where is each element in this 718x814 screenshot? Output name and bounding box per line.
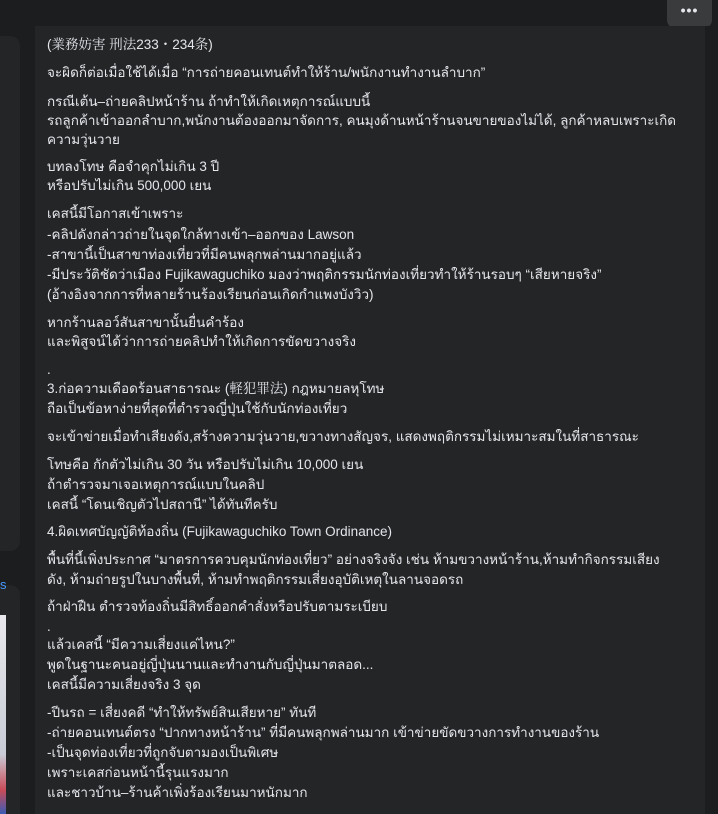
post-line: หรือปรับไม่เกิน 500,000 เยน (47, 178, 212, 193)
post-line: หากร้านลอว์สันสาขานั้นยื่นคำร้อง (47, 315, 244, 330)
post-body (35, 26, 705, 814)
post-line: . (47, 362, 51, 377)
post-line: -คลิปดังกล่าวถ่ายในจุดใกล้ทางเข้า–ออกของ Lawson (47, 227, 355, 242)
right-gutter (705, 26, 718, 814)
post-line: ถ้าตำรวจมาเจอเหตุการณ์แบบในคลิป (47, 477, 265, 492)
post-line: . (47, 619, 51, 634)
sidebar-link[interactable]: s (0, 577, 7, 592)
post-line: -ปีนรถ = เสี่ยงคดี “ทำให้ทรัพย์สินเสียหาย” ทันที (47, 705, 317, 720)
post-line: เพราะเคสก่อนหน้านี้รุนแรงมาก (47, 765, 229, 780)
post-line: -เป็นจุดท่องเที่ยวที่ถูกจับตามองเป็นพิเศษ (47, 745, 279, 760)
left-sidebar-card (0, 36, 20, 551)
post-line: และชาวบ้าน–ร้านค้าเพิ่งร้องเรียนมาหนักมาก (47, 785, 308, 800)
top-bar (0, 0, 718, 26)
post-line: และพิสูจน์ได้ว่าการถ่ายคลิปทำให้เกิดการขัดขวางจริง (47, 334, 357, 349)
post-line: 3.ก่อความเดือดร้อนสาธารณะ (軽犯罪法) กฎหมายลหุโทษ (47, 381, 385, 396)
post-line: ความวุ่นวาย (47, 132, 120, 147)
sidebar-thumbnail[interactable] (0, 615, 6, 814)
post-line: จะผิดก็ต่อเมื่อใช้ได้เมื่อ “การถ่ายคอนเทนต์ทำให้ร้าน/พนักงานทำงานลำบาก” (47, 65, 486, 80)
more-options-button[interactable]: ••• (667, 0, 712, 28)
post-line: -สาขานี้เป็นสาขาท่องเที่ยวที่มีคนพลุกพล่านมากอยู่แล้ว (47, 247, 362, 262)
post-line: จะเข้าข่ายเมื่อทำเสียงดัง,สร้างความวุ่นวาย,ขวางทางสัญจร, แสดงพฤติกรรมไม่เหมาะสมในที่สาธารณะ (47, 429, 639, 444)
post-line: เคสนี้มีความเสี่ยงจริง 3 จุด (47, 677, 201, 692)
post-line: โทษคือ กักตัวไม่เกิน 30 วัน หรือปรับไม่เกิน 10,000 เยน (47, 457, 364, 472)
post-line: ถือเป็นข้อหาง่ายที่สุดที่ตำรวจญี่ปุ่นใช้กับนักท่องเที่ยว (47, 401, 348, 416)
post-line: รถลูกค้าเข้าออกลำบาก,พนักงานต้องออกมาจัดการ, คนมุงด้านหน้าร้านจนขายของไม่ได้, ลูกค้าหลบเพราะเกิด (47, 113, 677, 128)
post-line: ถ้าฝ่าฝืน ตำรวจท้องถิ่นมีสิทธิ์ออกคำสั่งหรือปรับตามระเบียบ (47, 599, 388, 614)
post-line: (อ้างอิงจากการที่หลายร้านร้องเรียนก่อนเกิดกำแพงบังวิว) (47, 287, 374, 302)
post-line: พูดในฐานะคนอยู่ญี่ปุ่นนานและทำงานกับญี่ปุ่นมาตลอด... (47, 657, 374, 672)
post-line: -มีประวัติชัดว่าเมือง Fujikawaguchiko มองว่าพฤติกรรมนักท่องเที่ยวทำให้ร้านรอบๆ “เสียหายจริง” (47, 267, 602, 282)
post-line: บทลงโทษ คือจำคุกไม่เกิน 3 ปี (47, 159, 220, 174)
post-line: แล้วเคสนี้ “มีความเสี่ยงแค่ไหน?” (47, 637, 235, 652)
post-line: -ถ่ายคอนเทนต์ตรง “ปากทางหน้าร้าน” ที่มีคนพลุกพล่านมาก เข้าข่ายขัดขวางการทำงานของร้าน (47, 725, 600, 740)
post-line: พื้นที่นี้เพิ่งประกาศ “มาตรการควบคุมนักท่องเที่ยว” อย่างจริงจัง เช่น ห้ามขวางหน้าร้าน,ห้ามทำกิจกรรมเสียง (47, 552, 660, 567)
post-line: ดัง, ห้ามถ่ายรูปในบางพื้นที่, ห้ามทำพฤติกรรมเสี่ยงอุบัติเหตุในลานจอดรถ (47, 572, 464, 587)
post-line: กรณีเต้น–ถ่ายคลิปหน้าร้าน ถ้าทำให้เกิดเหตุการณ์แบบนี้ (47, 94, 371, 109)
post-line: เคสนี้มีโอกาสเข้าเพราะ (47, 206, 184, 221)
post-line: (業務妨害 刑法233・234条) (47, 37, 213, 52)
post-line: เคสนี้ “โดนเชิญตัวไปสถานี” ได้ทันทีครับ (47, 497, 278, 512)
post-line: 4.ผิดเทศบัญญัติท้องถิ่น (Fujikawaguchiko Town Ordinance) (47, 524, 392, 539)
